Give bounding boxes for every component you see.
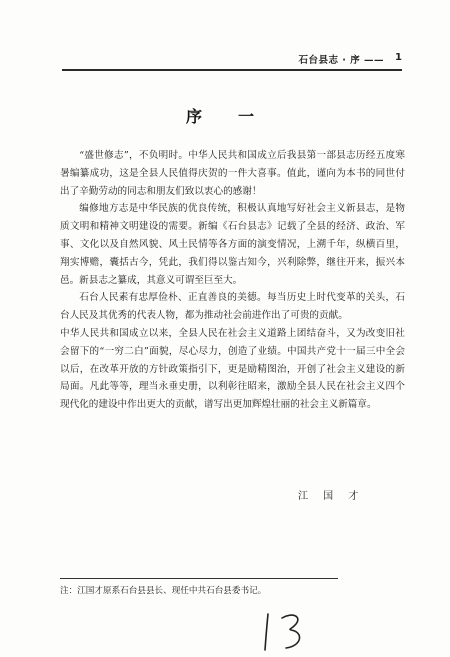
- paragraph-2: 编修地方志是中华民族的优良传统，积极认真地写好社会主义新县志，是物质文明和精神文明建设的需要。新编《石台县志》记载了全县的经济、政治、军事、文化以及自然风貌、风土民情等各方面的演变情况，上溯千年，纵横百里，翔实博赡，囊括古今，凭此，我们得以鉴古知今，兴利除弊，继往开来，振兴本邑。新县志之纂成，其意义可谓至巨至大。: [60, 203, 405, 286]
- paragraph-1: “盛世修志”，不负明时。中华人民共和国成立后我县第一部县志历经五度寒暑编纂成功，这是全县人民值得庆贺的一件大喜事。值此，谨向为本书的同世付出了辛勤劳动的同志和朋友们致以衷心的感谢！: [60, 150, 405, 197]
- header-rule: [62, 69, 402, 71]
- header-title: 石台县志 · 序 ——: [298, 55, 384, 66]
- paragraph-3: 石台人民素有忠厚俭朴、正直善良的美德。每当历史上时代变革的关头，石台人民及其优秀的代表人物，都为推动社会前进作出了可贵的贡献。: [60, 292, 405, 322]
- header-page-number: 1: [395, 52, 402, 63]
- footnote-rule: [60, 578, 338, 579]
- footnote: 注：江国才原系石台县县长、现任中共石台县委书记。: [60, 586, 267, 596]
- body-text: [60, 147, 405, 414]
- author-signature: 江 国 才: [298, 491, 365, 502]
- page-title: 序 一: [185, 107, 264, 126]
- handwritten-page-number: [258, 608, 318, 654]
- paragraph-4: 中华人民共和国成立以来，全县人民在社会主义道路上团结奋斗，又为改变旧社会留下的“一穷二白”面貌，尽心尽力，创造了业绩。中国共产党十一届三中全会以后，在改革开放的方针政策指引下，更是励精图治，开创了社会主义建设的新局面。凡此等等，理当永垂史册，以利彰往昭来，激励全县人民在社会主义四个现代化的建设中作出更大的贡献，谱写出更加辉煌壮丽的社会主义新篇章。: [60, 327, 405, 411]
- running-header: [62, 50, 402, 72]
